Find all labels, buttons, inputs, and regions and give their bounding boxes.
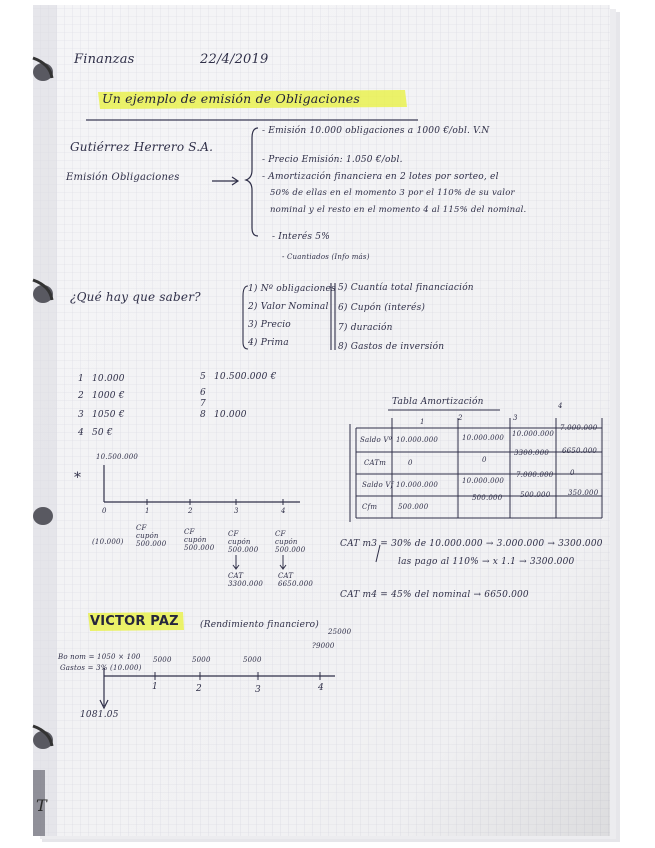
question-right: 5) Cuantía total financiación [338,283,474,293]
answer-number: 4 [78,428,84,438]
timeline-tick: 0 [102,507,107,515]
answer-value: 1000 € [92,391,125,401]
company-label: Emisión Obligaciones [66,172,180,183]
answer-value: 10.000 [92,374,125,384]
timeline-below: (10.000) [92,538,124,546]
table-cell: 10.000.000 [396,481,439,489]
condition-line: nominal y el resto en el momento 4 al 115% del nominal. [270,205,527,215]
table-cell: 500.000 [398,503,429,511]
timeline-below: CF cupón 500.000 [136,524,167,548]
timeline-y-label: 10.500.000 [96,453,139,461]
calc-line: CAT m3 = 30% de 10.000.000 → 3.000.000 → 3300.000 [340,539,603,549]
condition-line: 50% de ellas en el momento 3 por el 110% de su valor [270,188,515,198]
question-left: 2) Valor Nominal [248,302,329,312]
timeline-tick: 2 [188,507,193,515]
table-cell: 500.000 [472,494,503,502]
condition-line: - Amortización financiera en 2 lotes por sorteo, el [262,172,499,182]
calc-line: las pago al 110% → x 1.1 → 3300.000 [398,557,575,567]
condition-line: - Cuantiados (Info más) [282,253,370,261]
question-right: 7) duración [338,323,393,333]
victor-subtitle: (Rendimiento financiero) [200,620,319,630]
victor-value: 5000 [192,656,211,664]
calc-line: CAT m4 = 45% del nominal → 6650.000 [340,590,529,600]
table-row-label: Cfm [362,503,378,511]
table-col-header: 3 [513,414,518,422]
table-title: Tabla Amortización [392,397,484,407]
table-cell: 0 [570,469,575,477]
question-left: 1) Nº obligaciones [248,284,336,294]
victor-tick: 4 [318,683,324,693]
condition-line: - Precio Emisión: 1.050 €/obl. [262,155,403,165]
margin-letter: T [36,796,47,815]
answer-value: 10.500.000 € [214,372,277,382]
question-right: 6) Cupón (interés) [338,303,426,313]
questions-title: ¿Qué hay que saber? [70,290,201,304]
table-cell: 7.000.000 [516,471,554,479]
table-cell: 3300.000 [514,449,550,457]
timeline-below: CF cupón 500.000 [228,530,259,554]
timeline-amort: CAT 6650.000 [278,572,314,588]
table-cell: 350.000 [568,489,599,497]
victor-tick: 1 [152,682,158,692]
condition-line: - Interés 5% [272,232,330,242]
table-cell: 500.000 [520,491,551,499]
victor-value: 5000 [243,656,262,664]
table-cell: 10.000.000 [396,436,439,444]
victor-value: 5000 [153,656,172,664]
answer-number: 3 [78,410,84,420]
answer-number: 7 [200,399,206,409]
header-date: 22/4/2019 [200,52,269,67]
answer-value: 1050 € [92,410,125,420]
star-mark: * [74,470,82,486]
table-row-label: CATm [364,459,387,467]
table-col-header: 2 [458,414,463,422]
table-cell: 0 [408,459,413,467]
timeline-below: CF cupón 500.000 [184,528,215,552]
victor-tick: 2 [196,684,202,694]
victor-top-right: 25000 [328,628,352,636]
table-col-header: 1 [420,418,425,426]
table-cell: 10.000.000 [512,430,555,438]
header-subject: Finanzas [74,52,135,67]
table-cell: 10.000.000 [462,434,505,442]
table-cell: 7.000.000 [560,424,598,432]
timeline-tick: 4 [281,507,286,515]
victor-result: 1081.05 [80,710,119,720]
timeline-tick: 3 [234,507,239,515]
timeline-tick: 1 [145,507,150,515]
victor-title: VICTOR PAZ [90,614,179,629]
company-name: Gutiérrez Herrero S.A. [70,140,214,154]
table-col-header: 4 [558,402,563,410]
answer-value: 50 € [92,428,113,438]
timeline-below: CF cupón 500.000 [275,530,306,554]
question-left: 4) Prima [248,338,289,348]
answer-number: 2 [78,391,84,401]
page-title: Un ejemplo de emisión de Obligaciones [102,91,361,106]
table-cell: 10.000.000 [462,477,505,485]
answer-number: 1 [78,374,84,384]
victor-value: ?9000 [312,642,335,650]
table-cell: 0 [482,456,487,464]
table-row-label: Saldo Vº [360,436,393,444]
condition-line: - Emisión 10.000 obligaciones a 1000 €/obl. V.N [262,126,490,136]
answer-number: 8 [200,410,206,420]
table-cell: 6650.000 [562,447,598,455]
timeline-amort: CAT 3300.000 [228,572,264,588]
table-row-label: Saldo Vf [362,481,394,489]
answer-number: 6 [200,388,206,398]
victor-tick: 3 [255,685,261,695]
question-left: 3) Precio [248,320,291,330]
victor-note: Bo nom = 1050 × 100 [58,653,141,661]
question-right: 8) Gastos de inversión [338,342,445,352]
answer-number: 5 [200,372,206,382]
victor-note: Gastos = 3% (10.000) [60,664,142,672]
answer-value: 10.000 [214,410,247,420]
